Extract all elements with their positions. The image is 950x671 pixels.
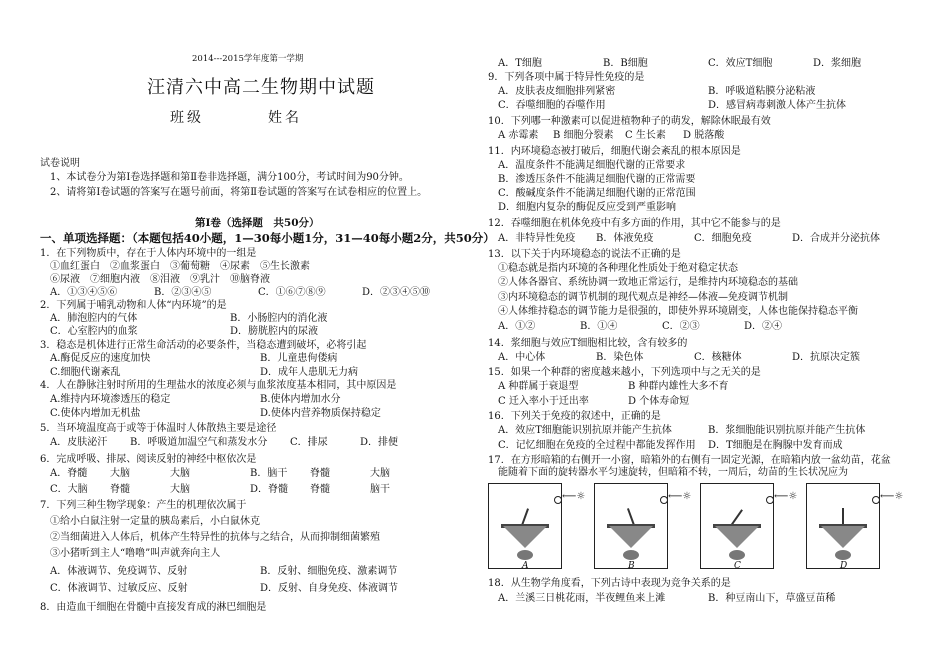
instruction-1: 1、本试卷分为第Ⅰ卷选择题和第Ⅱ卷非选择题，满分100分，考试时间为90分钟。 xyxy=(50,172,409,183)
q4-options-ab xyxy=(50,394,470,406)
option-a[interactable]: A.维持内环境渗透压的稳定 xyxy=(50,394,171,405)
instruction-2: 2、请将第Ⅰ卷试题的答案写在题号前面，将第Ⅱ卷试题的答案写在试卷相应的位置上。 xyxy=(50,187,428,198)
figure-label-a: A xyxy=(522,561,529,571)
q3-options-ab xyxy=(50,353,470,365)
question-2: 2．下列属于哺乳动物和人体“内环境”的是 xyxy=(40,300,227,311)
q15-options-cd xyxy=(498,396,808,408)
question-9: 9．下列各项中属于特异性免疫的是 xyxy=(488,72,645,83)
option-d[interactable]: D．②③④⑤⑩ xyxy=(362,287,431,298)
window-icon xyxy=(872,496,880,504)
option-c[interactable]: C．记忆细胞在免疫的全过程中都能发挥作用 xyxy=(498,440,696,451)
option-c[interactable]: C.使体内增加无机盐 xyxy=(50,408,141,419)
option-d[interactable]: D．抗原决定簇 xyxy=(792,352,861,363)
name-label: 姓名 xyxy=(268,110,302,126)
light-source-icon: ⟵☼ xyxy=(668,491,692,502)
rotator-icon xyxy=(517,550,533,560)
school-year: 2014---2015学年度第一学期 xyxy=(192,54,304,64)
q8-options xyxy=(498,58,918,70)
option-c[interactable]: C.细胞代谢紊乱 xyxy=(50,367,121,378)
q11-option-a[interactable]: A．温度条件不能满足细胞代谢的正常要求 xyxy=(498,160,686,171)
option-b-2: 脊髓 xyxy=(310,468,330,479)
option-c[interactable]: C．排尿 xyxy=(290,437,328,448)
question-8: 8．由造血干细胞在骨髓中直接发育成的淋巴细胞是 xyxy=(40,602,267,613)
figure-label-c: C xyxy=(734,561,741,571)
option-b[interactable]: B.使体内增加水分 xyxy=(260,394,341,405)
q1-items-b: ⑥尿液 ⑦细胞内液 ⑧泪液 ⑨乳汁 ⑩脑脊液 xyxy=(50,274,270,285)
question-16: 16．下列关于免疫的叙述中，正确的是 xyxy=(488,411,661,422)
option-a[interactable]: A．T细胞 xyxy=(498,58,542,69)
window-icon xyxy=(660,496,668,504)
seedling-icon xyxy=(731,509,743,525)
option-d-2: 脊髓 xyxy=(310,484,330,495)
question-17-cont: 能随着下面的旋转器水平匀速旋转，但暗箱不转，一周后，幼苗的生长状况应为 xyxy=(498,467,848,478)
option-b[interactable]: B．反射、细胞免疫、激素调节 xyxy=(260,566,398,577)
option-d[interactable]: D．②④ xyxy=(744,321,783,332)
q4-options-cd xyxy=(50,408,470,420)
rotator-icon xyxy=(835,550,851,560)
option-c[interactable]: C．吞噬细胞的吞噬作用 xyxy=(498,100,606,111)
option-b[interactable]: B．呼吸道粘膜分泌粘液 xyxy=(708,86,816,97)
q14-options xyxy=(498,352,860,364)
option-d[interactable]: D．反射、自身免疫、体液调节 xyxy=(260,583,399,594)
option-a[interactable]: A 种群属于衰退型 xyxy=(498,381,579,392)
option-d[interactable]: D 脱落酸 xyxy=(683,130,725,141)
q1-items-a: ①血红蛋白 ②血浆蛋白 ③葡萄糖 ④尿素 ⑤生长激素 xyxy=(50,261,310,272)
figure-d[interactable] xyxy=(806,483,880,569)
q11-option-c[interactable]: C．酸碱度条件不能满足细胞代谢的正常范围 xyxy=(498,188,696,199)
q7-phenomenon-2: ②当细菌进入人体后，机体产生特异性的抗体与之结合，从而抑制细菌繁殖 xyxy=(50,532,380,543)
class-label: 班级 xyxy=(170,110,204,126)
figure-c[interactable] xyxy=(700,483,774,569)
q7-phenomenon-3: ③小猪听到主人“噜噜”叫声就奔向主人 xyxy=(50,548,221,559)
option-b[interactable]: B 细胞分裂素 xyxy=(553,130,614,141)
q7-options-ab xyxy=(50,566,470,578)
q7-options-cd xyxy=(50,583,470,595)
q6-options-cd xyxy=(50,484,430,496)
option-c[interactable]: C 生长素 xyxy=(625,130,666,141)
pot-icon xyxy=(609,526,653,548)
q18-options xyxy=(498,593,918,605)
option-b[interactable]: B．②③④⑤ xyxy=(154,287,212,298)
q5-options xyxy=(50,437,398,449)
option-b[interactable]: B．①④ xyxy=(580,321,618,332)
option-b[interactable]: B．体液免疫 xyxy=(596,233,654,244)
window-icon xyxy=(554,496,562,504)
question-1: 1．在下列物质中，存在于人体内环境中的一组是 xyxy=(40,248,257,259)
question-13: 13．以下关于内环境稳态的说法不正确的是 xyxy=(488,249,681,260)
option-a-3: 大脑 xyxy=(170,468,190,479)
question-4: 4．人在静脉注射时所用的生理盐水的浓度必须与血浆浓度基本相同，其中原因是 xyxy=(40,380,397,391)
option-a[interactable]: A．脊髓 xyxy=(50,468,88,479)
question-7: 7．下列三种生物学现象：产生的机理依次属于 xyxy=(40,500,247,511)
option-a-2: 大脑 xyxy=(110,468,130,479)
q12-options xyxy=(498,233,880,245)
option-c[interactable]: C．体液调节、过敏反应、反射 xyxy=(50,583,188,594)
q2-options-cd xyxy=(50,326,410,338)
part1-title: 第Ⅰ卷（选择题 共50分） xyxy=(195,217,320,229)
option-c[interactable]: C．核糖体 xyxy=(694,352,742,363)
option-d[interactable]: D.使体内营养物质保持稳定 xyxy=(260,408,381,419)
option-b[interactable]: B 种群内雄性大多不育 xyxy=(628,381,729,392)
option-b[interactable]: B．染色体 xyxy=(596,352,644,363)
q15-options-ab xyxy=(498,381,808,393)
q1-options xyxy=(50,287,466,299)
question-3: 3．稳态是机体进行正常生命活动的必要条件，当稳态遭到破坏，必将引起 xyxy=(40,340,367,351)
q10-options xyxy=(498,130,724,142)
question-12: 12．吞噬细胞在机体免疫中有多方面的作用，其中它不能参与的是 xyxy=(488,218,781,229)
option-a[interactable]: A.酶促反应的速度加快 xyxy=(50,353,151,364)
instructions-heading: 试卷说明 xyxy=(40,158,80,169)
figure-label-b: B xyxy=(628,561,635,571)
figure-a[interactable] xyxy=(488,483,562,569)
light-source-icon: ⟵☼ xyxy=(774,491,798,502)
option-d[interactable]: D．浆细胞 xyxy=(813,58,862,69)
option-c-2: 脊髓 xyxy=(110,484,130,495)
option-a[interactable]: A．①③④⑤⑥ xyxy=(50,287,118,298)
question-14: 14．浆细胞与效应T细胞相比较，含有较多的 xyxy=(488,338,688,349)
light-source-icon: ⟵☼ xyxy=(562,491,586,502)
option-d-3: 脑干 xyxy=(370,484,390,495)
pot-icon xyxy=(821,526,865,548)
option-d[interactable]: D．合成并分泌抗体 xyxy=(792,233,881,244)
option-c[interactable]: C．②③ xyxy=(662,321,700,332)
option-c[interactable]: C．①⑥⑦⑧⑨ xyxy=(258,287,326,298)
option-b[interactable]: B．种豆南山下，草盛豆苗稀 xyxy=(708,593,836,604)
exam-title: 汪清六中高二生物期中试题 xyxy=(147,77,375,98)
option-c[interactable]: C．效应T细胞 xyxy=(708,58,773,69)
option-d[interactable]: D．膀胱腔内的尿液 xyxy=(230,326,319,337)
option-d[interactable]: D．T细胞是在胸腺中发育而成 xyxy=(708,440,843,451)
rotator-icon xyxy=(623,550,639,560)
option-a[interactable]: A 赤霉素 xyxy=(498,130,539,141)
option-b-3: 大脑 xyxy=(370,468,390,479)
q13-statement-4: ④人体维持稳态的调节能力是很强的，即使外界环境剧变，人体也能保持稳态平衡 xyxy=(498,306,858,317)
option-c[interactable]: C 迁入率小于迁出率 xyxy=(498,396,589,407)
option-c[interactable]: C．细胞免疫 xyxy=(694,233,752,244)
q16-options-cd xyxy=(498,440,918,452)
window-icon xyxy=(766,496,774,504)
option-c[interactable]: C．大脑 xyxy=(50,484,88,495)
option-c-3: 大脑 xyxy=(170,484,190,495)
rotator-icon xyxy=(729,550,745,560)
figure-b[interactable] xyxy=(594,483,668,569)
question-6: 6．完成呼吸、排尿、阅读反射的神经中枢依次是 xyxy=(40,454,257,465)
question-17: 17．在方形暗箱的右侧开一小窗，暗箱外的右侧有一固定光源，在暗箱内放一盆幼苗，花盆 xyxy=(488,455,891,466)
q13-statement-3: ③内环境稳态的调节机制的现代观点是神经—体液—免疫调节机制 xyxy=(498,292,788,303)
q9-options-ab xyxy=(498,86,918,98)
q16-options-ab xyxy=(498,425,918,437)
option-c[interactable]: C．心室腔内的血浆 xyxy=(50,326,138,337)
option-a[interactable]: A．肺泡腔内的气体 xyxy=(50,313,138,324)
option-a[interactable]: A．效应T细胞能识别抗原并能产生抗体 xyxy=(498,425,672,436)
q3-options-cd xyxy=(50,367,470,379)
q17-figures xyxy=(488,475,920,575)
figure-label-d: D xyxy=(840,561,848,571)
option-d[interactable]: D．排便 xyxy=(360,437,399,448)
option-b[interactable]: B．B细胞 xyxy=(603,58,648,69)
pot-icon xyxy=(715,526,759,548)
q7-phenomenon-1: ①给小白鼠注射一定量的胰岛素后，小白鼠休克 xyxy=(50,516,260,527)
option-a[interactable]: A．皮肤表皮细胞排列紧密 xyxy=(498,86,616,97)
option-a[interactable]: A．非特异性免疫 xyxy=(498,233,576,244)
option-b[interactable]: B．呼吸道加温空气和蒸发水分 xyxy=(130,437,268,448)
section-heading: 一、单项选择题：（本题包括40小题，1—30每小题1分，31—40每小题2分，共50分） xyxy=(40,231,495,245)
option-b[interactable]: B．浆细胞能识别抗原并能产生抗体 xyxy=(708,425,866,436)
light-source-icon: ⟵☼ xyxy=(880,491,904,502)
q11-option-b[interactable]: B．渗透压条件不能满足细胞代谢的正常需要 xyxy=(498,174,696,185)
option-b[interactable]: B．小肠腔内的消化液 xyxy=(230,313,328,324)
q11-option-d[interactable]: D．细胞内复杂的酶促反应受到严重影响 xyxy=(498,202,677,213)
option-b[interactable]: B．儿童患佝偻病 xyxy=(260,353,338,364)
question-11: 11．内环境稳态被打破后，细胞代谢会紊乱的根本原因是 xyxy=(488,146,741,157)
q13-statement-1: ①稳态就是指内环境的各种理化性质处于绝对稳定状态 xyxy=(498,263,738,274)
option-d[interactable]: D．成年人患肌无力病 xyxy=(260,367,359,378)
option-a[interactable]: A．兰溪三日桃花雨，半夜鲤鱼来上滩 xyxy=(498,593,666,604)
q9-options-cd xyxy=(498,100,918,112)
option-d[interactable]: D．脊髓 xyxy=(250,484,289,495)
question-15: 15．如果一个种群的密度越来越小，下列选项中与之无关的是 xyxy=(488,367,761,378)
option-b[interactable]: B．脑干 xyxy=(250,468,288,479)
q13-statement-2: ②人体各器官、系统协调一致地正常运行，是维持内环境稳态的基础 xyxy=(498,277,798,288)
option-a[interactable]: A．皮肤泌汗 xyxy=(50,437,108,448)
option-a[interactable]: A．体液调节、免疫调节、反射 xyxy=(50,566,188,577)
question-18: 18．从生物学角度看，下列古诗中表现为竞争关系的是 xyxy=(488,578,731,589)
q2-options-ab xyxy=(50,313,410,325)
question-10: 10．下列哪一种激素可以促进植物种子的萌发，解除休眠最有效 xyxy=(488,116,771,127)
option-a[interactable]: A．中心体 xyxy=(498,352,546,363)
q13-options xyxy=(498,321,782,333)
option-d[interactable]: D 个体寿命短 xyxy=(628,396,690,407)
option-d[interactable]: D．感冒病毒刺激人体产生抗体 xyxy=(708,100,847,111)
question-5: 5．当环境温度高于或等于体温时人体散热主要是途径 xyxy=(40,423,277,434)
option-a[interactable]: A．①② xyxy=(498,321,536,332)
pot-icon xyxy=(503,526,547,548)
q6-options-ab xyxy=(50,468,430,480)
